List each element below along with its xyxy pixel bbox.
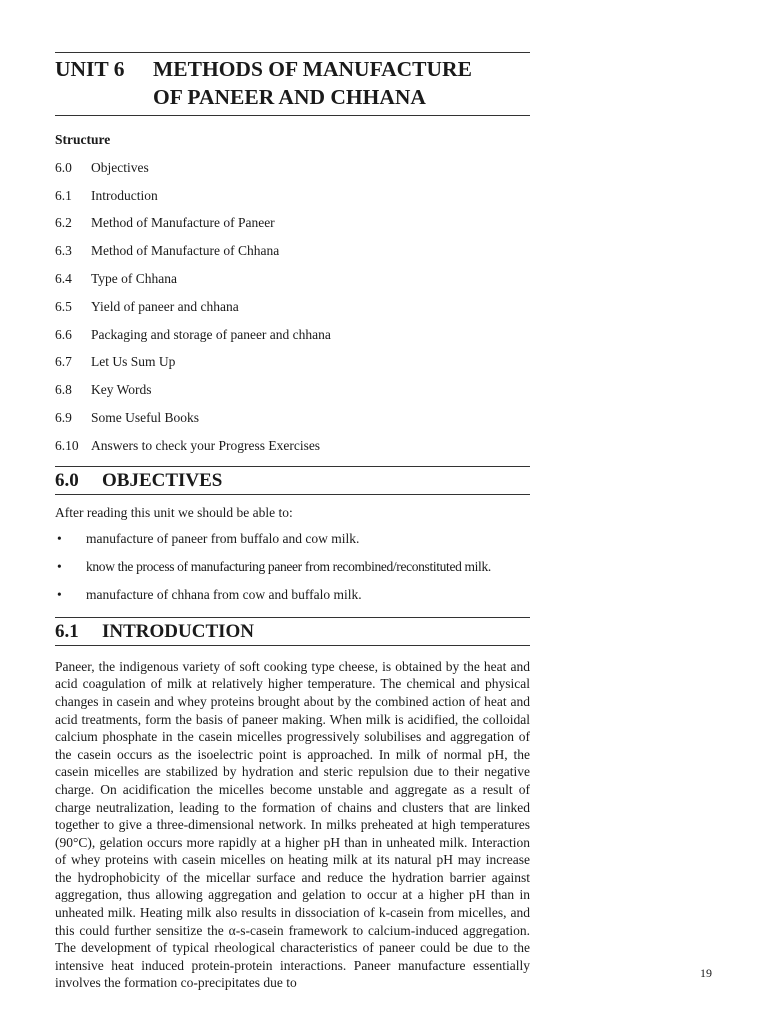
structure-item-label: Key Words bbox=[91, 382, 152, 398]
objectives-lead: After reading this unit we should be able to: bbox=[55, 504, 293, 520]
structure-item bbox=[55, 376, 530, 404]
structure-item bbox=[55, 349, 530, 377]
document-page bbox=[55, 52, 530, 992]
structure-item bbox=[55, 154, 530, 182]
structure-item-label: Method of Manufacture of Paneer bbox=[91, 215, 275, 231]
structure-item-number: 6.6 bbox=[55, 326, 72, 342]
bullet-dot: • bbox=[57, 530, 62, 546]
objectives-list bbox=[55, 525, 530, 609]
unit-title bbox=[153, 55, 530, 111]
objective-text: manufacture of chhana from cow and buffalo milk. bbox=[86, 586, 362, 602]
objective-text: know the process of manufacturing paneer from recombined/reconstituted milk. bbox=[86, 558, 491, 574]
bullet-dot: • bbox=[57, 558, 62, 574]
introduction-number: 6.1 bbox=[55, 620, 79, 642]
structure-item-number: 6.4 bbox=[55, 271, 72, 287]
structure-item-number: 6.1 bbox=[55, 187, 72, 203]
structure-item bbox=[55, 404, 530, 432]
structure-item-label: Type of Chhana bbox=[91, 271, 178, 287]
structure-item bbox=[55, 265, 530, 293]
structure-item-label: Some Useful Books bbox=[91, 410, 199, 426]
structure-item-number: 6.8 bbox=[55, 382, 72, 398]
unit-title-line-2: OF PANEER AND CHHANA bbox=[153, 85, 426, 109]
structure-item bbox=[55, 432, 530, 460]
objectives-bottom-rule bbox=[55, 494, 530, 495]
structure-item bbox=[55, 237, 530, 265]
structure-item-number: 6.7 bbox=[55, 354, 72, 370]
structure-item-label: Packaging and storage of paneer and chhana bbox=[91, 326, 331, 342]
objective-item bbox=[55, 525, 530, 553]
structure-item-label: Method of Manufacture of Chhana bbox=[91, 243, 280, 259]
objective-item bbox=[55, 581, 530, 609]
structure-item-label: Introduction bbox=[91, 187, 158, 203]
structure-item bbox=[55, 210, 530, 238]
structure-item bbox=[55, 321, 530, 349]
introduction-paragraph: Paneer, the indigenous variety of soft cooking type cheese, is obtained by the heat and acid coagulation of milk at relatively higher temperature. The chemical and physical changes in casein and whey proteins brought about by the combined action of heat and acid treatments, form the basis of paneer making. When milk is acidified, the colloidal calcium phosphate in the casein micelles progressively solubilises and aggregation of the casein occurs as the isoelectric point is approached. In milk of normal pH, the casein micelles are stabilized by hydration and steric repulsion due to their negative charge. On acidification the micelles become unstable and aggregate as a result of charge neutralization, leading to the formation of chains and clusters that are linked together to give a three-dimensional network. In milks preheated at high temperatures (90°C), gelation occurs more rapidly at a higher pH than in unheated milk. Interaction of whey proteins with casein micelles on heating milk at its natural pH may increase the hydrophobicity of the micellar surface and reduce the hydration barrier against aggregation, thus allowing aggregation and gelation to occur at a higher pH than in unheated milk. Heating milk also results in dissociation of k-casein from micelles, and this could further sensitize the α-s-casein framework to calcium-induced aggregation. The development of typical rheological characteristics of paneer could be due to the intensive heat induced protein-protein interactions. Paneer manufacture essentially involves the formation co-precipitates due to bbox=[55, 658, 530, 991]
introduction-title: INTRODUCTION bbox=[102, 620, 255, 642]
objectives-number: 6.0 bbox=[55, 469, 79, 491]
objective-text: manufacture of paneer from buffalo and cow milk. bbox=[86, 530, 360, 546]
structure-item bbox=[55, 293, 530, 321]
unit-heading bbox=[55, 53, 530, 111]
structure-item-label: Yield of paneer and chhana bbox=[91, 298, 239, 314]
structure-item-label: Answers to check your Progress Exercises bbox=[91, 437, 321, 453]
objectives-heading bbox=[55, 467, 530, 494]
structure-label: Structure bbox=[55, 132, 111, 147]
structure-item-label: Let Us Sum Up bbox=[91, 354, 176, 370]
bullet-dot: • bbox=[57, 586, 62, 602]
structure-list bbox=[55, 154, 530, 460]
structure-item-number: 6.3 bbox=[55, 243, 72, 259]
unit-bottom-rule bbox=[55, 115, 530, 116]
page-number: 19 bbox=[700, 966, 712, 980]
structure-item-number: 6.9 bbox=[55, 410, 72, 426]
structure-item bbox=[55, 182, 530, 210]
structure-item-number: 6.5 bbox=[55, 298, 72, 314]
structure-item-number: 6.2 bbox=[55, 215, 72, 231]
introduction-bottom-rule bbox=[55, 645, 530, 646]
structure-item-number: 6.10 bbox=[55, 437, 79, 453]
unit-title-line-1: METHODS OF MANUFACTURE bbox=[153, 57, 472, 81]
structure-item-label: Objectives bbox=[91, 159, 149, 175]
unit-number: UNIT 6 bbox=[55, 57, 125, 81]
objective-item bbox=[55, 553, 530, 581]
objectives-title: OBJECTIVES bbox=[102, 469, 223, 491]
structure-item-number: 6.0 bbox=[55, 159, 72, 175]
introduction-heading bbox=[55, 618, 530, 645]
